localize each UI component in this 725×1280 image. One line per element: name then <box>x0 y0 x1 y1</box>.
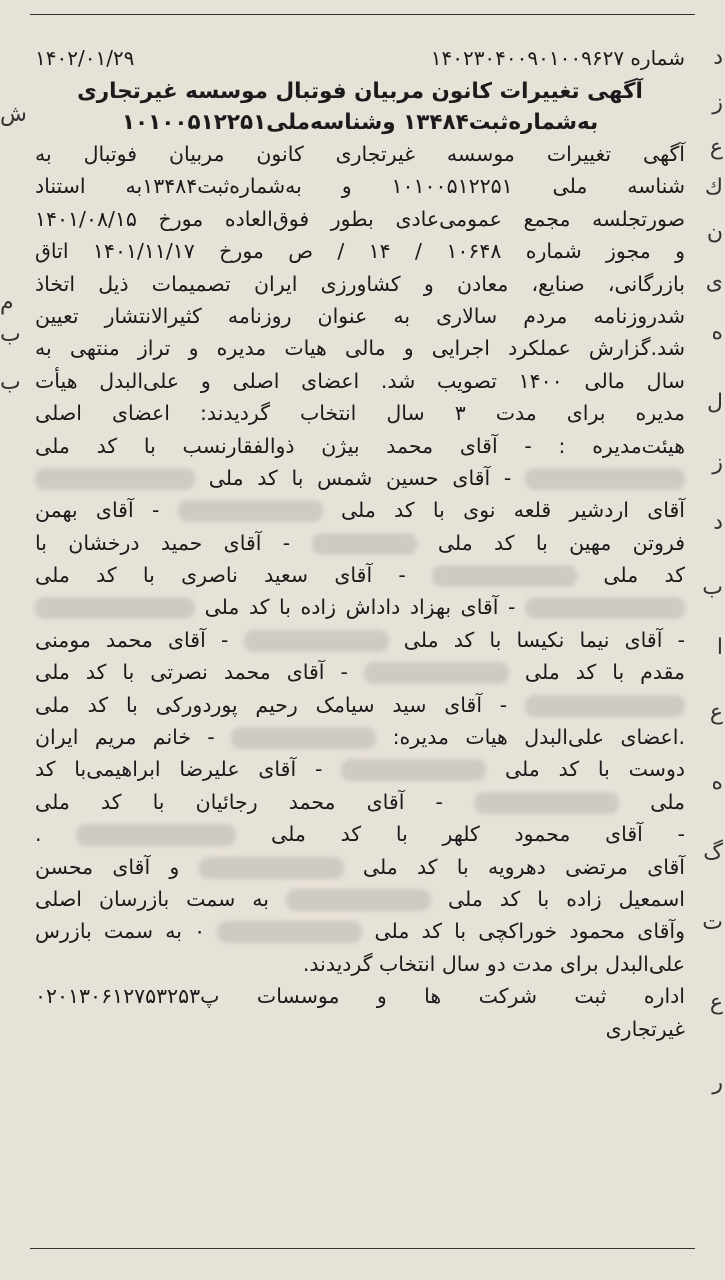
right-glyph: ك <box>704 175 723 200</box>
body-segment: .اعضای علی‌البدل هیات مدیره: <box>392 725 685 750</box>
right-glyph: ا <box>716 635 723 660</box>
right-glyph: د <box>713 510 723 535</box>
body-segment: - آقای محمد رجائیان با کد ملی <box>35 789 443 814</box>
redacted-id <box>525 468 685 490</box>
notice-date: ۱۴۰۲/۰۱/۲۹ <box>35 46 135 70</box>
body-line <box>35 559 685 591</box>
bottom-rule <box>30 1248 695 1249</box>
right-glyph: ل <box>707 390 723 415</box>
right-glyph: ز <box>712 90 723 115</box>
right-glyph: ع <box>709 990 723 1015</box>
body-line: سال مالی ۱۴۰۰ تصویب شد. اعضای اصلی و علی‌البدل هیأت <box>35 368 685 393</box>
body-segment: - آقای محمد نصرتی با کد ملی <box>35 660 348 685</box>
body-segment: . <box>35 822 42 847</box>
body-segment: کد ملی <box>603 563 685 588</box>
right-glyph: ز <box>712 450 723 475</box>
redacted-id <box>76 824 236 846</box>
notice-title-line: آگهی تغییرات کانون مربیان فوتبال موسسه غیرتجاری <box>77 79 643 104</box>
redacted-id <box>525 597 685 619</box>
body-line <box>35 656 685 688</box>
body-line <box>35 883 685 915</box>
redacted-id <box>244 630 389 652</box>
body-line <box>35 494 685 526</box>
body-segment: - آقای سید سیامک رحیم پوردورکی با کد ملی <box>35 692 508 717</box>
body-line: مدیره برای مدت ۳ سال انتخاب گردیدند: اعضای اصلی <box>35 401 685 426</box>
body-line <box>35 753 685 785</box>
body-segment: به سمت بازرسان اصلی <box>35 886 269 911</box>
body-segment: - آقای محمد مومنی <box>35 627 229 652</box>
body-line <box>35 980 685 1012</box>
right-glyph: ه <box>711 770 723 795</box>
body-segment: دوست با کد ملی <box>504 757 685 782</box>
body-segment: - آقای بهزاد داداش زاده با کد ملی <box>204 595 516 620</box>
redacted-id <box>312 533 417 555</box>
right-glyph: ه <box>711 320 723 345</box>
right-glyph: ب <box>702 575 723 600</box>
body-segment: مقدم با کد ملی <box>524 660 685 685</box>
body-line <box>35 818 685 850</box>
body-segment: - آقای محمود کلهر با کد ملی <box>271 822 685 847</box>
body-segment: - آقای حمید درخشان با <box>35 530 291 555</box>
body-line <box>35 624 685 656</box>
redacted-id <box>525 695 685 717</box>
left-glyph: ب <box>0 322 21 347</box>
right-glyph: ر <box>712 1070 723 1095</box>
redacted-id <box>217 921 362 943</box>
body-line: هیئت‌مدیره : - آقای محمد بیژن ذوالفقارنسب با کد ملی <box>35 433 685 458</box>
right-glyph: ن <box>706 220 723 245</box>
classified-notice <box>35 36 685 1045</box>
redacted-id <box>364 662 509 684</box>
body-segment: و آقای محسن <box>35 854 180 879</box>
body-segment: - آقای سعید ناصری با کد ملی <box>35 563 406 588</box>
redacted-id <box>35 597 195 619</box>
body-line <box>35 591 685 623</box>
right-glyph: ت <box>702 910 723 935</box>
body-segment: آقای مرتضی دهرویه با کد ملی <box>362 854 685 879</box>
redacted-id <box>474 792 619 814</box>
body-segment: ملی <box>650 789 685 814</box>
left-glyph: م <box>0 290 14 315</box>
right-column-fragment <box>703 30 725 1230</box>
right-glyph: ع <box>709 700 723 725</box>
body-line: آگهی تغییرات موسسه غیرتجاری کانون مربیان فوتبال به <box>35 142 685 166</box>
body-line <box>35 689 685 721</box>
right-glyph: ع <box>709 135 723 160</box>
redacted-id <box>341 759 486 781</box>
body-line: صورتجلسه مجمع عمومی‌عادی بطور فوق‌العاده مورخ ۱۴۰۱/۰۸/۱۵ <box>35 206 685 231</box>
body-segment: - آقای نیما نکیسا با کد ملی <box>403 627 685 652</box>
right-glyph: ی <box>705 270 723 295</box>
body-line: علی‌البدل برای مدت دو سال انتخاب گردیدند. <box>302 951 685 976</box>
notice-header <box>35 36 685 76</box>
left-glyph: ب <box>0 370 21 395</box>
top-rule <box>30 14 695 15</box>
redacted-id <box>178 500 323 522</box>
body-line <box>35 527 685 559</box>
body-segment: - خانم مریم ایران <box>35 725 215 750</box>
issuing-office: اداره ثبت شرکت ها و موسسات <box>256 984 685 1009</box>
body-line <box>35 915 685 947</box>
body-line: و مجوز شماره ۱۰۶۴۸ / ۱۴ / ص مورخ ۱۴۰۱/۱۱/۱۷ اتاق <box>35 239 685 264</box>
redacted-id <box>199 857 344 879</box>
right-glyph: گ <box>703 840 723 865</box>
body-line: شد.گزارش عملکرد اجرایی و مالی هیات مدیره و تراز منتهی به <box>35 336 685 361</box>
redacted-id <box>432 565 577 587</box>
body-line <box>35 721 685 753</box>
body-segment: - آقای حسین شمس با کد ملی <box>208 465 512 490</box>
body-line <box>35 851 685 883</box>
left-column-fragment <box>0 60 27 1260</box>
redacted-id <box>231 727 376 749</box>
body-segment: - آقای بهمن <box>35 498 160 523</box>
left-glyph: ش <box>0 102 27 127</box>
body-line <box>35 786 685 818</box>
body-segment: وآقای محمود خوراکچی با کد ملی <box>374 919 685 944</box>
body-segment: اسمعیل زاده با کد ملی <box>447 886 685 911</box>
body-line: شناسه ملی ۱۰۱۰۰۵۱۲۲۵۱ و به‌شماره‌ثبت۱۳۴۸۴به استناد <box>35 174 685 199</box>
body-line <box>35 462 685 494</box>
registration-number: شماره ۱۴۰۲۳۰۴۰۰۹۰۱۰۰۹۶۲۷ <box>430 46 685 70</box>
tracking-code: پ۰۲۰۱۳۰۶۱۲۷۵۳۲۵۳ <box>35 984 220 1009</box>
body-line: شدروزنامه مردم سالاری به عنوان روزنامه کثیرالانتشار تعیین <box>35 303 685 328</box>
body-segment: ۰ به سمت بازرس <box>35 919 206 944</box>
body-segment: - آقای علیرضا ابراهیمی‌با کد <box>35 757 323 782</box>
body-line: غیرتجاری <box>605 1016 685 1041</box>
redacted-id <box>286 889 431 911</box>
body-segment: آقای اردشیر قلعه نوی با کد ملی <box>340 498 685 523</box>
right-glyph: د <box>713 45 723 70</box>
body-line: بازرگانی، صنایع، معادن و کشاورزی ایران تصمیمات ذیل اتخاذ <box>35 271 685 296</box>
body-segment: فروتن مهین با کد ملی <box>437 530 685 555</box>
redacted-id <box>35 468 195 490</box>
notice-title-line: به‌شماره‌ثبت۱۳۴۸۴ وشناسه‌ملی۱۰۱۰۰۵۱۲۲۵۱ <box>121 110 599 135</box>
